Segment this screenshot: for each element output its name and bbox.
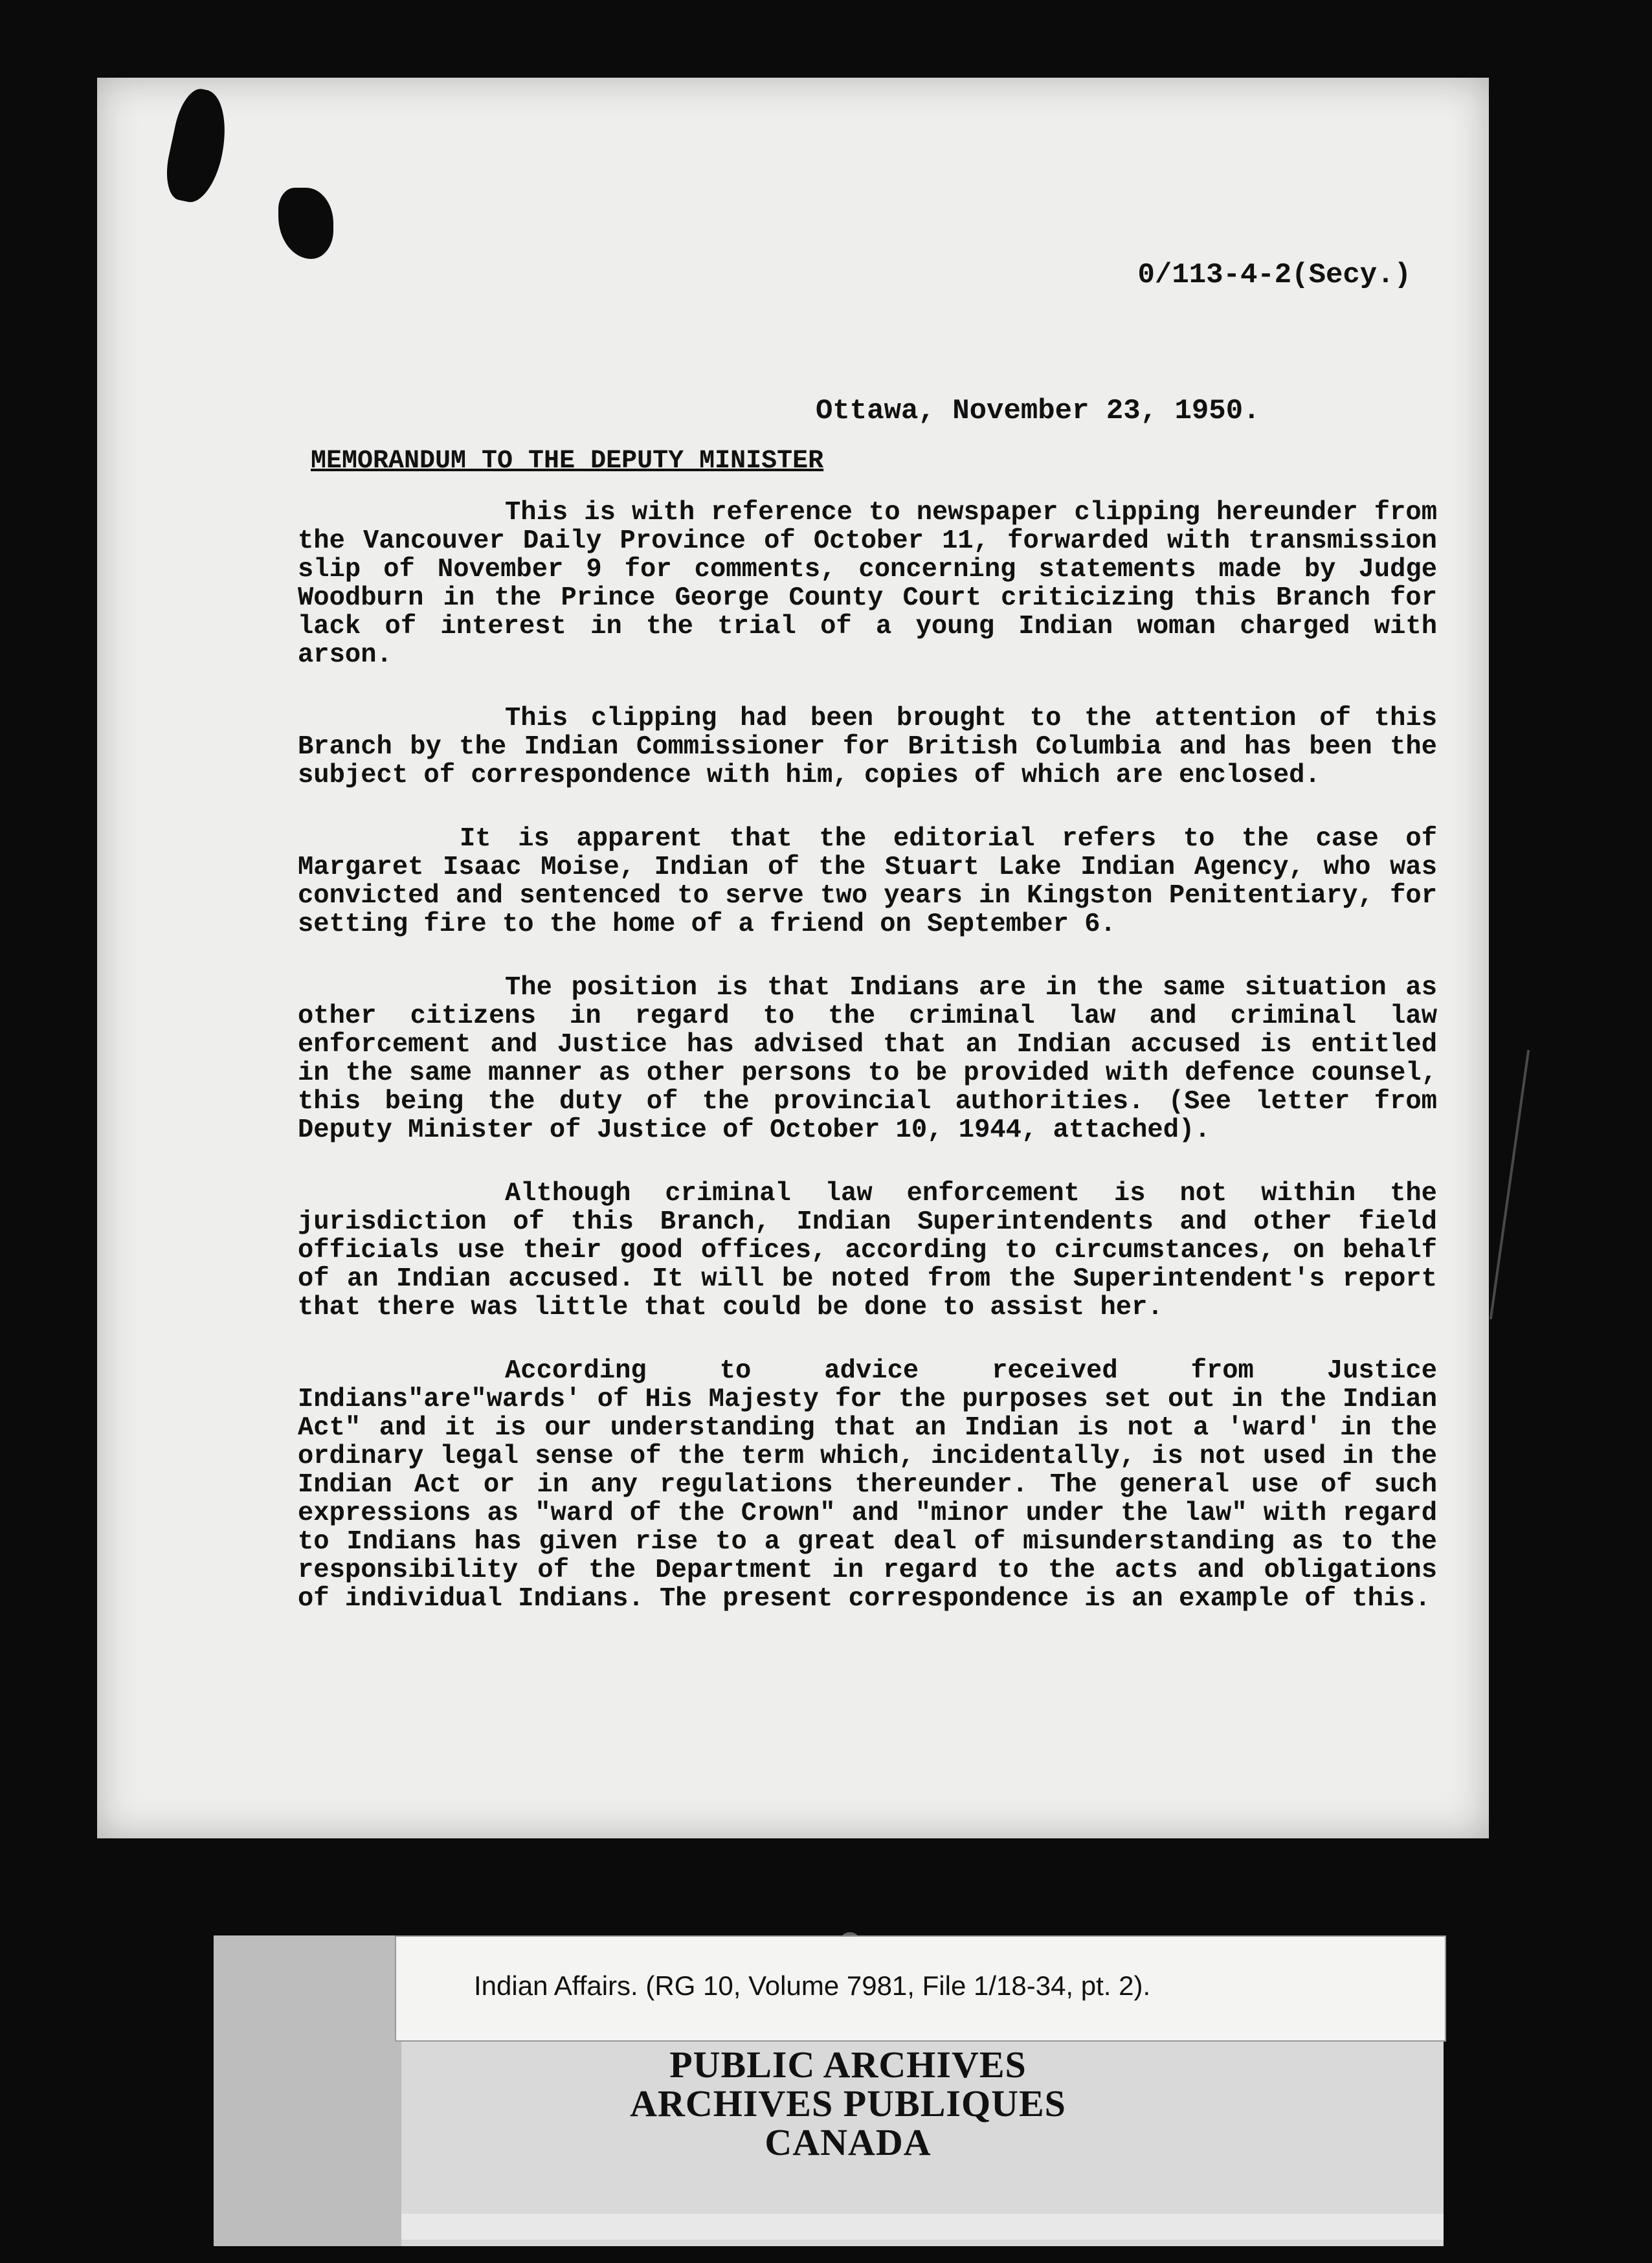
margin-pencil-mark <box>1490 1050 1530 1319</box>
paragraph-5: Although criminal law enforcement is not within the jurisdiction of this Branch, Indian Superintendents and other field officials use their good offices, according to circumstances, on behalf of an Indian accused. It will be noted from the Superintendent's report that there was little that could be done to assist her. <box>298 1179 1453 1322</box>
paragraph-2: This clipping had been brought to the attention of this Branch by the Indian Commissioner for British Columbia and has been the subject of correspondence with him, copies of which are enclosed. <box>298 704 1453 790</box>
citation-label <box>395 1935 1446 2042</box>
paragraph-3: It is apparent that the editorial refers to the case of Margaret Isaac Moise, Indian of the Stuart Lake Indian Agency, who was convicted and sentenced to serve two years in Kingston Penitentiary, for setting fire to the home of a friend on September 6. <box>298 824 1453 939</box>
stamp-line-2: ARCHIVES PUBLIQUES <box>630 2082 1066 2124</box>
date-line: Ottawa, November 23, 1950. <box>816 395 1260 427</box>
paragraph-4: The position is that Indians are in the same situation as other citizens in regard to the criminal law and criminal law enforcement and Justice has advised that an Indian accused is entitled in the same manner as other persons to be provided with defence counsel, this being the duty of the provincial authorities. (See letter from Deputy Minister of Justice of October 10, 1944, attached). <box>298 973 1453 1145</box>
stamp-line-1: PUBLIC ARCHIVES <box>669 2044 1027 2086</box>
paragraph-6: According to advice received from Justice Indians"are"wards' of His Majesty for the purposes set out in the Indian Act" and it is our understanding that an Indian is not a 'ward' in the ordinary legal sense of the term which, incidentally, is not used in the Indian Act or in any regulations thereunder. The general use of such expressions as "ward of the Crown" and "minor under the law" with regard to Indians has given rise to a great deal of misunderstanding as to the responsibility of the Department in regard to the acts and obligations of individual Indians. The present correspondence is an example of this. <box>298 1356 1453 1614</box>
torn-hole <box>278 188 333 259</box>
memorandum-page <box>97 78 1489 1838</box>
stamp-base-strip <box>401 2214 1444 2240</box>
paragraph-1: This is with reference to newspaper clipping hereunder from the Vancouver Daily Province of October 11, forwarded with transmission slip of November 9 for comments, concerning statements made by Judge Woodburn in the Prince George County Court criticizing this Branch for lack of interest in the trial of a young Indian woman charged with arson. <box>298 498 1453 670</box>
archives-stamp <box>401 2046 1295 2207</box>
memo-body <box>298 498 1453 1648</box>
torn-corner <box>161 85 235 207</box>
stamp-line-3: CANADA <box>765 2121 932 2163</box>
memo-heading: MEMORANDUM TO THE DEPUTY MINISTER <box>311 447 824 476</box>
citation-text: Indian Affairs. (RG 10, Volume 7981, File 1/18-34, pt. 2). <box>474 1970 1151 2001</box>
file-reference: 0/113-4-2(Secy.) <box>1137 259 1411 291</box>
archive-strip-shadow <box>214 1935 401 2246</box>
